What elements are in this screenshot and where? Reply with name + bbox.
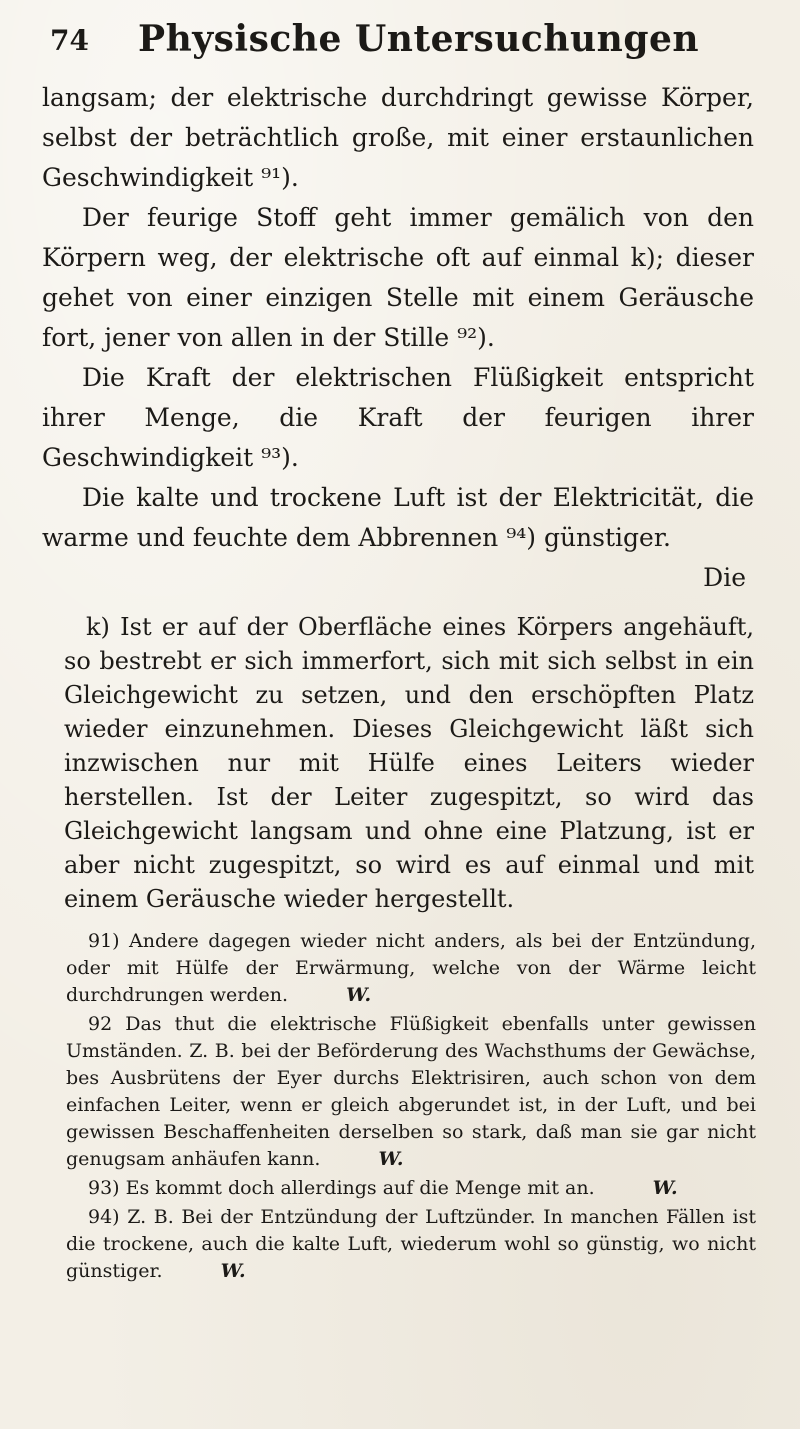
footnote-k xyxy=(64,610,754,916)
footnote-91 xyxy=(66,928,756,1009)
footnote-text: 92 Das thut die elektrische Flüßigkeit ebenfalls unter gewissen Umständen. Z. B. bei der Beförderung des Wachsthums der Gewächse, bes Ausbrütens der Eyer durchs Elektrisiren, auch schon von dem einfachen Leiter, wenn er gleich abgerundet ist, in der Luft, und bei gewissen Beschaffenheiten derselben so stark, daß man sie gar nicht genugsam anhäufen kann. xyxy=(66,1013,756,1170)
paragraph: Die kalte und trockene Luft ist der Elektricität, die warme und feuchte dem Abbrennen ⁹⁴) günstiger. xyxy=(42,483,754,552)
main-text xyxy=(42,78,754,598)
footnote-text: 94) Z. B. Bei der Entzündung der Luftzünder. In manchen Fällen ist die trockene, auch die kalte Luft, wiederum wohl so günstig, wo nicht günstiger. xyxy=(66,1206,756,1282)
footnotes xyxy=(66,928,756,1287)
page-number: 74 xyxy=(50,24,89,57)
footnote-signature: W. xyxy=(378,1148,404,1170)
footnote-k-text: k) Ist er auf der Oberfläche eines Körpers angehäuft, so bestrebt er sich immerfort, sich mit sich selbst in ein Gleichgewicht zu setzen, und den erschöpften Platz wieder einzunehmen. Dieses Gleichgewicht läßt sich inzwischen nur mit Hülfe eines Leiters wieder herstellen. Ist der Leiter zugespitzt, so wird das Gleichgewicht langsam und ohne eine Platzung, ist er aber nicht zugespitzt, so wird es auf einmal und mit einem Geräusche wieder hergestellt. xyxy=(64,613,754,913)
footnote-signature: W. xyxy=(220,1260,246,1282)
paragraph: Der feurige Stoff geht immer gemälich von den Körpern weg, der elektrische oft auf einmal k); dieser gehet von einer einzigen Stelle mit einem Geräusche fort, jener von allen in der Stille ⁹²). xyxy=(42,203,754,352)
catch-word: Die xyxy=(703,563,746,592)
footnote-94 xyxy=(66,1204,756,1285)
paragraph: langsam; der elektrische durchdringt gewisse Körper, selbst der beträchtlich große, mit einer erstaunlichen Geschwindigkeit ⁹¹). xyxy=(42,83,754,192)
footnote-text: 91) Andere dagegen wieder nicht anders, als bei der Entzündung, oder mit Hülfe der Erwärmung, welche von der Wärme leicht durchdrungen werden. xyxy=(66,930,756,1006)
paragraph: Die Kraft der elektrischen Flüßigkeit entspricht ihrer Menge, die Kraft der feurigen ihrer Geschwindigkeit ⁹³). xyxy=(42,363,754,472)
footnote-text: 93) Es kommt doch allerdings auf die Menge mit an. xyxy=(88,1177,595,1199)
footnote-92 xyxy=(66,1011,756,1173)
footnote-93 xyxy=(66,1175,756,1202)
page-header xyxy=(50,18,750,68)
running-title: Physische Untersuchungen xyxy=(138,18,700,60)
footnote-signature: W. xyxy=(652,1177,678,1199)
footnote-signature: W. xyxy=(346,984,372,1006)
